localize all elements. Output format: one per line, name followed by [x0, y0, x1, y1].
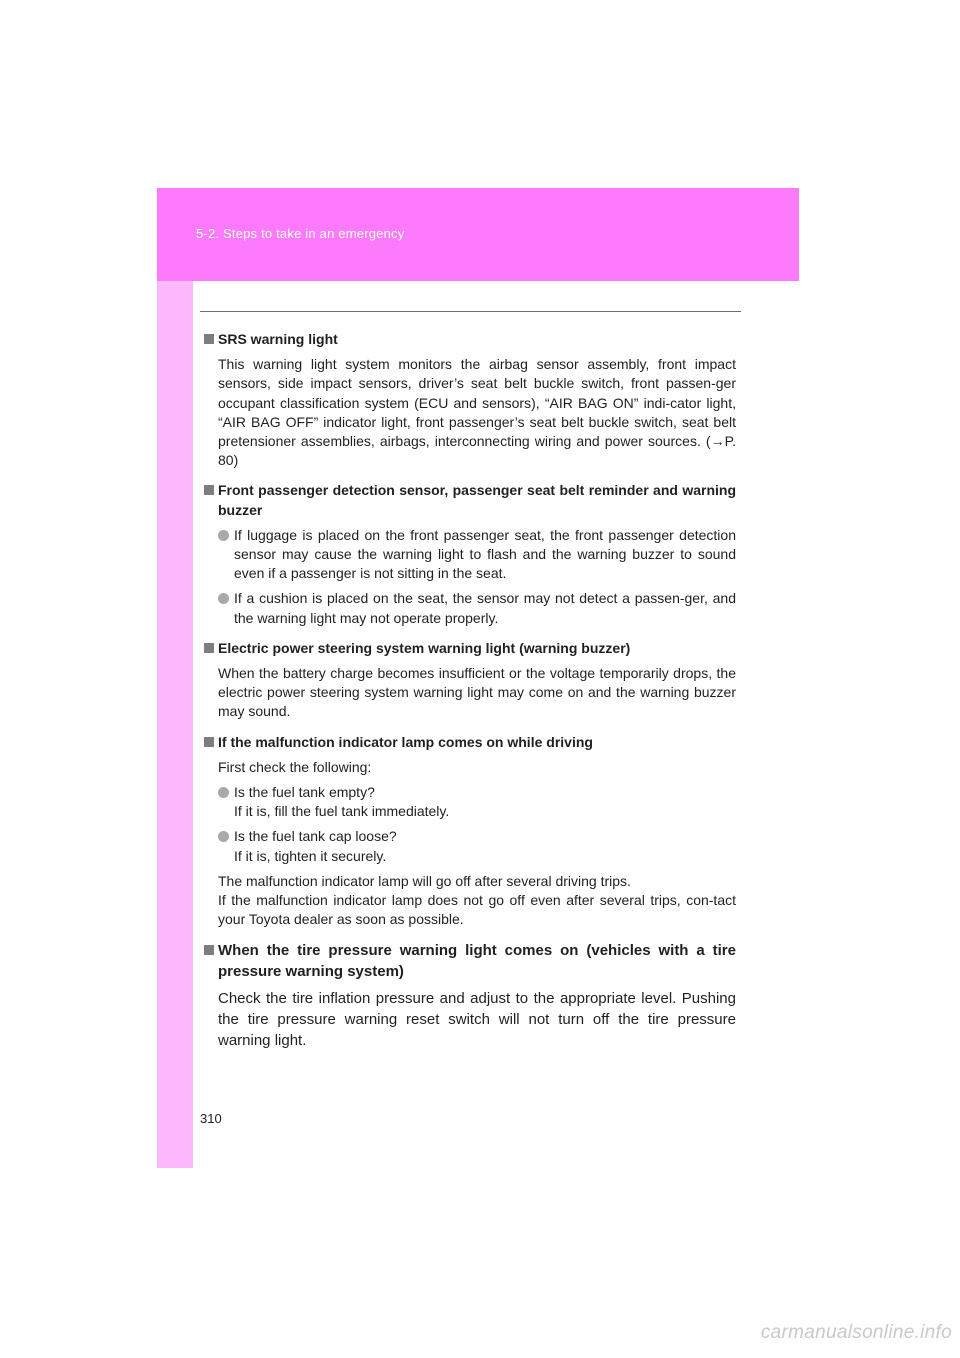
section-outro: The malfunction indicator lamp will go off after several driving trips. If the malfunction indicator lamp does not go off even after several trips, con-tact your Toyota dealer as soon as possible.: [218, 872, 736, 928]
section-passenger-sensor: [204, 481, 736, 627]
circle-bullet-icon: [218, 787, 229, 798]
square-bullet-icon: [204, 334, 214, 344]
list-item: If luggage is placed on the front passenger seat, the front passenger detection sensor may cause the warning light to flash and the warning buzzer to sound even if a passenger is not sitting in the seat.: [218, 526, 736, 584]
section-intro: First check the following:: [218, 758, 372, 775]
section-body: This warning light system monitors the airbag sensor assembly, front impact sensors, side impact sensors, driver’s seat belt buckle switch, front passen-ger occupant classification system (ECU and sensors), “AIR BAG ON” indi-cator light, “AIR BAG OFF” indicator light, front passenger’s seat belt buckle switch, seat belt pretensioner assemblies, airbags, interconnecting wiring and power sources. (→P. 80): [218, 356, 736, 469]
section-heading: Front passenger detection sensor, passenger seat belt reminder and warning buzzer: [218, 482, 736, 518]
section-body: Check the tire inflation pressure and adjust to the appropriate level. Pushing the tire pressure warning reset switch will not turn off the tire pressure warning light.: [218, 990, 736, 1050]
square-bullet-icon: [204, 945, 214, 955]
section-srs: [204, 330, 736, 470]
watermark: carmanualsonline.info: [760, 1322, 952, 1343]
circle-bullet-icon: [218, 593, 229, 604]
list-item: Is the fuel tank cap loose? If it is, tighten it securely.: [218, 827, 736, 865]
square-bullet-icon: [204, 643, 214, 653]
section-mil: [204, 733, 736, 930]
circle-bullet-icon: [218, 530, 229, 541]
divider: [200, 311, 741, 312]
page-content: [204, 330, 736, 1062]
section-heading: SRS warning light: [218, 331, 338, 347]
page-number: 310: [200, 1111, 222, 1126]
section-eps: [204, 639, 736, 722]
section-heading: Electric power steering system warning light (warning buzzer): [218, 639, 631, 656]
circle-bullet-icon: [218, 831, 229, 842]
section-breadcrumb: 5-2. Steps to take in an emergency: [196, 226, 405, 241]
list-item: Is the fuel tank empty? If it is, fill the fuel tank immediately.: [218, 783, 736, 821]
square-bullet-icon: [204, 485, 214, 495]
list-item: If a cushion is placed on the seat, the sensor may not detect a passen-ger, and the warning light may not operate properly.: [218, 589, 736, 627]
section-body: When the battery charge becomes insufficient or the voltage temporarily drops, the electric power steering system warning light may come on and the warning buzzer may sound.: [218, 665, 736, 720]
section-tpms: [204, 940, 736, 1051]
section-heading: If the malfunction indicator lamp comes on while driving: [218, 733, 593, 750]
square-bullet-icon: [204, 737, 214, 747]
section-heading: When the tire pressure warning light comes on (vehicles with a tire pressure warning system): [218, 942, 736, 981]
side-strip: [157, 188, 193, 1168]
